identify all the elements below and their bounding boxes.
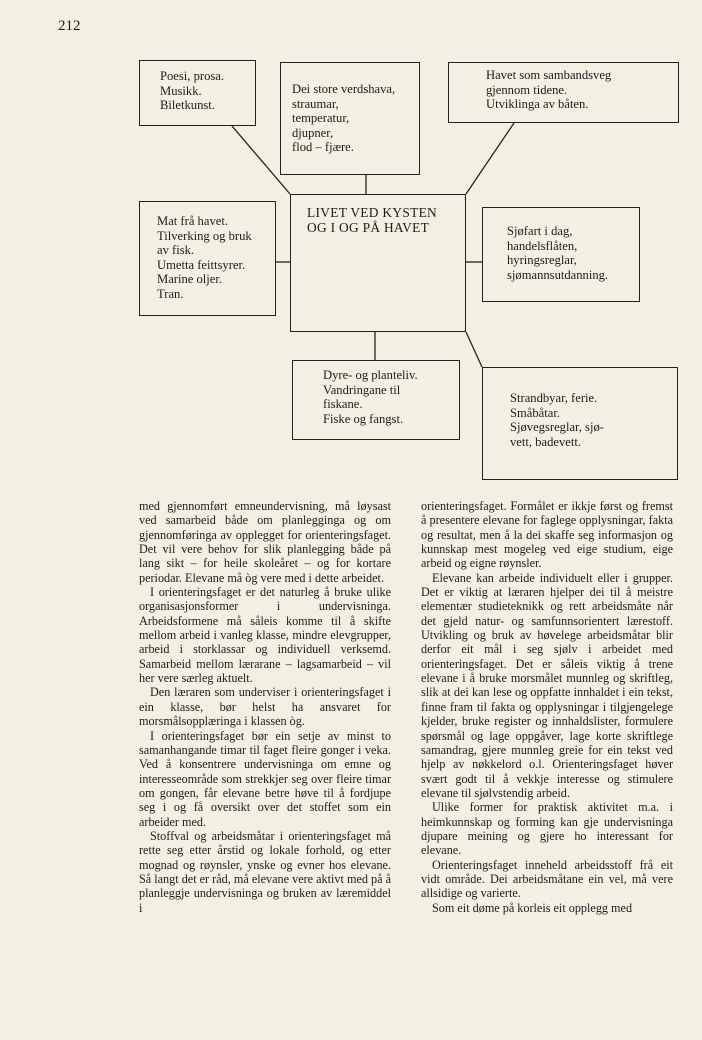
diagram-text: Dyre- og planteliv. xyxy=(323,368,418,382)
right-text-column xyxy=(421,499,673,915)
paragraph: Stoffval og arbeidsmåtar i orienteringsfaget må rette seg etter årstid og lokale forhold, og etter mognad og røynsler, ynske og evner hos elevane. Så langt det er råd, må elevane vere aktivt med på å planleggje undervisninga og bruken av læremiddel i xyxy=(139,828,391,915)
paragraph: Orienteringsfaget inneheld arbeidsstoff frå eit vidt område. Dei arbeidsmåtane ein vel, må vere allsidige og varierte. xyxy=(421,857,673,901)
diagram-text: gjennom tidene. xyxy=(486,82,568,97)
diagram-text: Strandbyar, ferie. xyxy=(510,391,598,405)
diagram-text: Havet som sambandsveg xyxy=(486,68,612,82)
diagram-text: Utviklinga av båten. xyxy=(486,97,589,112)
diagram-box-bottom-right xyxy=(482,367,678,480)
diagram-text: sjømannsutdanning. xyxy=(507,267,609,282)
diagram-text: Fiske og fangst. xyxy=(323,411,404,426)
diagram-text: vett, badevett. xyxy=(510,434,581,449)
diagram-title: OG I OG PÅ HAVET xyxy=(307,219,430,235)
diagram-text: fiskane. xyxy=(323,397,363,412)
diagram-text: Musikk. xyxy=(160,83,202,98)
diagram-text: djupner, xyxy=(292,125,334,140)
diagram-box-top-right xyxy=(448,62,679,123)
page-number: 212 xyxy=(58,18,81,34)
paragraph: I orienteringsfaget bør ein setje av minst to samanhangande timar til faget fleire gonger i veka. Ved å konsentrere undervisninga om emne og interesseområde som strekkjer seg over fleire timar om gongen, får elevane betre høve til å fordjupe seg i og få oversikt over det stoffet som ein arbeider med. xyxy=(139,728,391,829)
diagram-text: Sjøfart i dag, xyxy=(507,224,573,238)
diagram-box-bottom-middle xyxy=(292,360,460,440)
diagram-text: temperatur, xyxy=(292,111,350,126)
diagram-center-box xyxy=(290,194,466,332)
diagram-text: Småbåtar. xyxy=(510,405,561,420)
paragraph: I orienteringsfaget er det naturleg å bruke ulike organisasjonsformer i undervisninga. Arbeidsformene må såleis komme til å skifte mellom arbeid i vanleg klasse, mindre elevgrupper, arbeid i storklassar og individuell verksemd. Samarbeid mellom lærarane – lagsamarbeid – vil her vere særleg aktuelt. xyxy=(139,585,391,686)
diagram-box-top-middle xyxy=(280,62,420,175)
diagram-box-top-left xyxy=(139,60,256,126)
diagram-box-middle-right xyxy=(482,207,640,302)
diagram-text: straumar, xyxy=(292,96,339,111)
diagram-text: Sjøvegsreglar, sjø- xyxy=(510,420,604,435)
diagram-text: Vandringane til xyxy=(323,382,401,397)
left-text-column xyxy=(139,499,391,915)
paragraph: Ulike former for praktisk aktivitet m.a. i heimkunnskap og forming kan gje undervisninga djupare meining og gjere ho interessant for elevane. xyxy=(421,800,673,858)
diagram-text: Marine oljer. xyxy=(157,272,223,287)
diagram-text: Biletkunst. xyxy=(160,98,215,113)
diagram-box-middle-left xyxy=(139,201,276,316)
paragraph: Som eit døme på korleis eit opplegg med xyxy=(432,900,633,915)
diagram-text: Dei store verdshava, xyxy=(292,82,396,96)
paragraph: Elevane kan arbeide individuelt eller i grupper. Det er viktig at læraren hjelper dei til å meistre elementær studieteknikk og rett arbeidsmåte når det gjeld natur- og samfunnsorientert lærestoff. Utvikling og bruk av høvelege arbeidsmåtar blir derfor eit mål i seg sjølv i arbeidet med orienteringsfaget. Det er såleis viktig å trene elevane i å bruke morsmålet munnleg og skriftleg, slik at dei kan lese og oppfatte innhaldet i ein tekst, finne fram til fakta og opplysningar i tilgjengelege kjelder, bruke register og innhaldslister, formulere spørsmål og lage oppgåver, lage korte skriftlege samandrag, gjere munnleg greie for ein tekst ved hjelp av nøkkelord o.l. Orienteringsfaget høver svært godt til å vekkje interesse og stimulere elevane til sjølvstendig arbeid. xyxy=(421,570,673,800)
paragraph: med gjennomført emneundervisning, må løysast ved samarbeid både om planlegginga og om gjennomføringa av opplegget for orienteringsfaget. Det vil vere behov for slik planlegging både på lang sikt – for heile skoleåret – og for kortare periodar. Elevane må òg vere med i dette arbeidet. xyxy=(139,499,391,585)
diagram-text: Umetta feittsyrer. xyxy=(157,257,246,272)
diagram-text: flod – fjære. xyxy=(292,140,354,155)
diagram-title: LIVET VED KYSTEN xyxy=(307,205,438,220)
diagram-text: handelsflåten, xyxy=(507,238,578,253)
paragraph: Den læraren som underviser i orienteringsfaget i ein klasse, bør helst ha ansvaret for morsmålsopplæringa i klassen òg. xyxy=(139,685,391,729)
diagram-text: Tilverking og bruk xyxy=(157,228,252,243)
diagram-text: hyringsreglar, xyxy=(507,253,577,268)
paragraph: orienteringsfaget. Formålet er ikkje først og fremst å presentere elevane for faglege opplysningar, fakta og resultat, men å la dei skaffe seg informasjon og kunnskap mest mogeleg ved eige studium, eige arbeid og eigne røynsler. xyxy=(421,499,673,571)
diagram-text: Tran. xyxy=(157,286,184,301)
diagram-text: Mat frå havet. xyxy=(157,214,228,228)
diagram-text: av fisk. xyxy=(157,243,195,258)
diagram-text: Poesi, prosa. xyxy=(160,69,225,83)
